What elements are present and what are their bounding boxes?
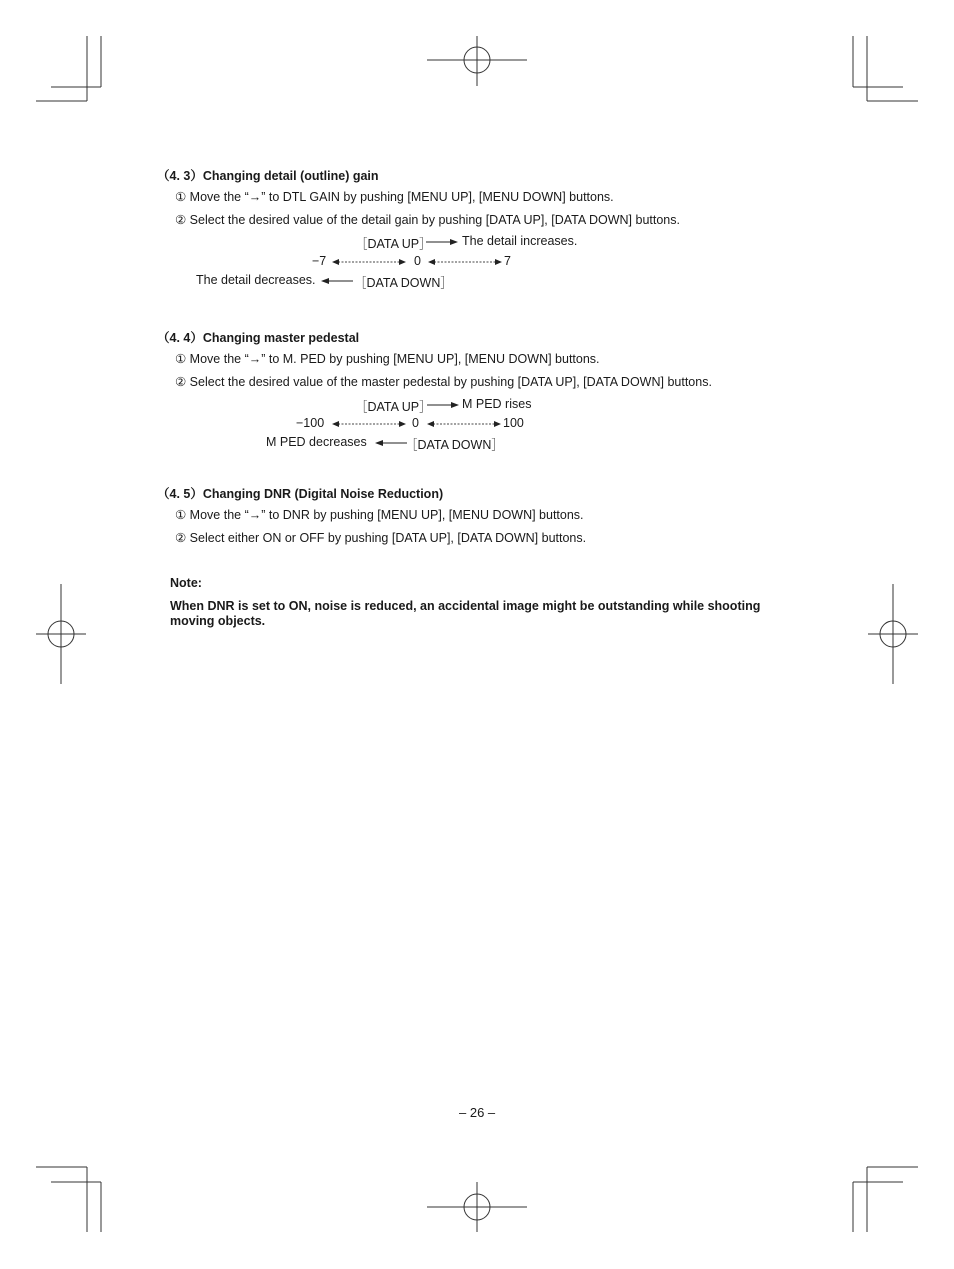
section-heading-detail-gain: （4. 3）Changing detail (outline) gain [157, 169, 379, 183]
detail-increases-text: The detail increases. [462, 234, 578, 248]
section-heading-master-pedestal: （4. 4）Changing master pedestal [157, 331, 360, 345]
data-up-label: ［DATA UP］ [355, 237, 432, 251]
right-arrow-icon [427, 400, 459, 410]
double-arrow-icon [332, 419, 406, 429]
m-ped-rises-text: M PED rises [462, 397, 532, 411]
range-max-value: 100 [503, 416, 524, 430]
data-down-label: ［DATA DOWN］ [405, 438, 504, 452]
step-2-detail-gain: ② Select the desired value of the detail gain by pushing [DATA UP], [DATA DOWN] buttons. [175, 213, 680, 227]
note-title: Note: [170, 576, 202, 590]
step-2-dnr: ② Select either ON or OFF by pushing [DATA UP], [DATA DOWN] buttons. [175, 531, 587, 545]
step-1-master-pedestal: ① Move the “→” to M. PED by pushing [MENU UP], [MENU DOWN] buttons. [175, 352, 600, 366]
range-mid-value: 0 [414, 254, 421, 268]
detail-decreases-text: The detail decreases. [196, 273, 316, 287]
double-arrow-icon [332, 257, 406, 267]
data-up-label: ［DATA UP］ [355, 400, 432, 414]
note-body: When DNR is set to ON, noise is reduced, an accidental image might be outstanding while shooting moving objects. [170, 599, 761, 628]
data-down-label: ［DATA DOWN］ [354, 276, 453, 290]
right-arrow-icon [426, 237, 458, 247]
section-heading-dnr: （4. 5）Changing DNR (Digital Noise Reduction) [157, 487, 444, 501]
double-arrow-icon [428, 257, 502, 267]
step-1-detail-gain: ① Move the “→” to DTL GAIN by pushing [MENU UP], [MENU DOWN] buttons. [175, 190, 614, 204]
range-min-value: −7 [312, 254, 327, 268]
range-max-value: 7 [504, 254, 511, 268]
range-min-value: −100 [296, 416, 325, 430]
page-number: – 26 – [459, 1105, 496, 1120]
left-arrow-icon [375, 438, 407, 448]
range-mid-value: 0 [412, 416, 419, 430]
m-ped-decreases-text: M PED decreases [266, 435, 367, 449]
step-2-master-pedestal: ② Select the desired value of the master pedestal by pushing [DATA UP], [DATA DOWN] buttons. [175, 375, 712, 389]
left-arrow-icon [321, 276, 353, 286]
step-1-dnr: ① Move the “→” to DNR by pushing [MENU UP], [MENU DOWN] buttons. [175, 508, 584, 522]
double-arrow-icon [427, 419, 501, 429]
